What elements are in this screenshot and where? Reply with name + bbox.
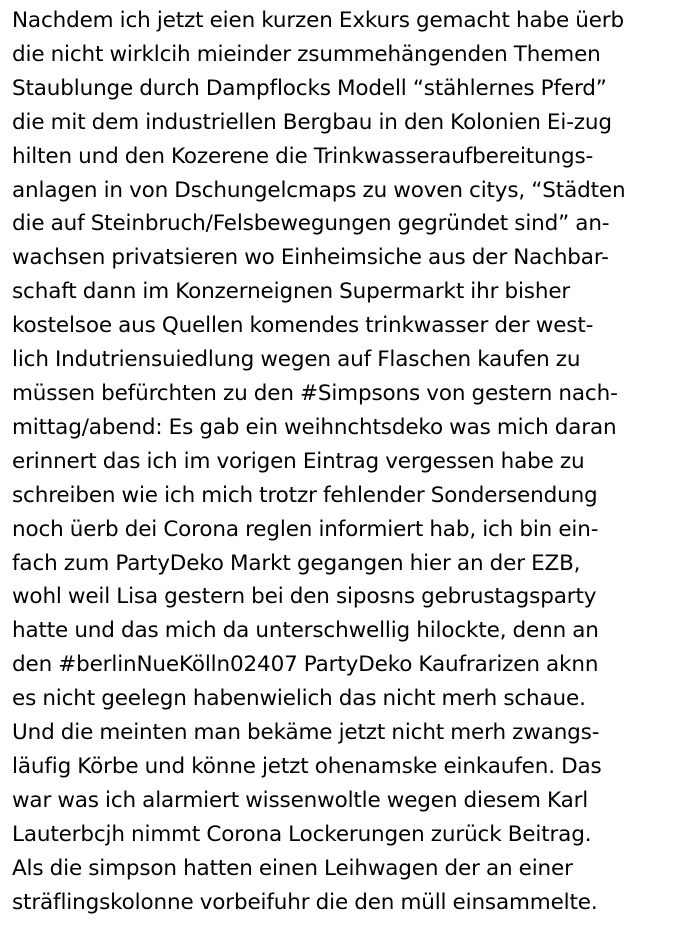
text-line: wachsen privatsieren wo Einheimsiche aus der Nachbar- [12, 245, 609, 271]
text-line: Nachdem ich jetzt eien kurzen Exkurs gemacht habe üerb [12, 8, 624, 33]
text-line: schreiben wie ich mich trotzr fehlender Sondersendung [12, 482, 598, 508]
text-line: den #berlinNueKölln02407 PartyDeko Kaufrarizen aknn [12, 652, 599, 678]
text-line: Als die simpson hatten einen Leihwagen der an einer [12, 855, 573, 881]
text-line: es nicht geelegn habenwielich das nicht merh schaue. [12, 686, 586, 712]
text-line: läufig Körbe und könne jetzt ohenamske einkaufen. Das [12, 753, 602, 779]
text-line: hilten und den Kozerene die Trinkwasseraufbereitungs- [12, 143, 594, 169]
text-line: schaft dann im Konzerneignen Supermarkt ihr bisher [12, 279, 571, 305]
text-line: lich Indutriensuiedlung wegen auf Flaschen kaufen zu [12, 347, 581, 373]
text-line: hatte und das mich da unterschwellig hilockte, denn an [12, 618, 599, 644]
text-line: war was ich alarmiert wissenwoltle wegen diesem Karl [12, 787, 589, 813]
text-line: wohl weil Lisa gestern bei den siposns gebrustagsparty [12, 584, 597, 610]
text-line: müssen befürchten zu den #Simpsons von gestern nach- [12, 380, 618, 406]
text-line: erinnert das ich im vorigen Eintrag vergessen habe zu [12, 448, 585, 474]
text-line: kostelsoe aus Quellen komendes trinkwasser der west- [12, 313, 594, 339]
text-line: mittag/abend: Es gab ein weihnchtsdeko was mich daran [12, 414, 617, 440]
text-line: Staublunge durch Dampflocks Modell “stählernes Pferd” [12, 75, 607, 101]
text-line: noch üerb dei Corona reglen informiert hab, ich bin ein- [12, 516, 599, 542]
text-line: die auf Steinbruch/Felsbewegungen gegründet sind” an- [12, 211, 610, 237]
text-line: die nicht wirklcih mieinder zsummehängenden Themen [12, 41, 601, 67]
text-line: Und die meinten man bekäme jetzt nicht merh zwangs- [12, 720, 600, 746]
text-line: fach zum PartyDeko Markt gegangen hier an der EZB, [12, 550, 581, 576]
text-line: Lauterbcjh nimmt Corona Lockerungen zurück Beitrag. [12, 821, 592, 847]
text-line: sträflingskolonne vorbeifuhr die den müll einsammelte. [12, 889, 598, 915]
body-paragraph [12, 4, 676, 919]
text-line: die mit dem industriellen Bergbau in den Kolonien Ei-zug [12, 109, 612, 135]
text-line: anlagen in von Dschungelcmaps zu woven citys, “Städten [12, 177, 626, 203]
